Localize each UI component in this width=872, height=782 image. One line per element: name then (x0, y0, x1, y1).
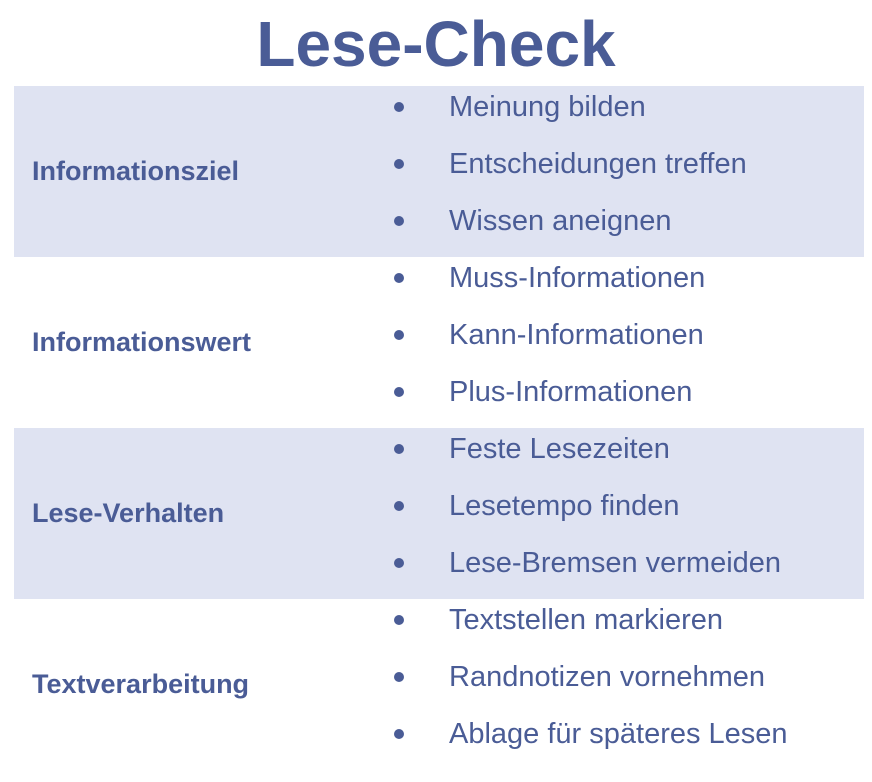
row-informationsziel (14, 86, 864, 257)
bullet-list (14, 428, 864, 599)
list-item (14, 713, 864, 770)
list-item-text: Wissen aneignen (449, 205, 672, 237)
bullet-list (14, 599, 864, 770)
bullet-list (14, 86, 864, 257)
list-item-text: Kann-Informationen (449, 319, 704, 351)
list-item (14, 371, 864, 428)
list-item-text: Feste Lesezeiten (449, 433, 670, 465)
page-title: Lese-Check (256, 8, 616, 80)
list-item-text: Plus-Informationen (449, 376, 693, 408)
bullet-icon (394, 159, 404, 169)
bullet-icon (394, 387, 404, 397)
row-textverarbeitung (14, 599, 864, 770)
row-lese-verhalten (14, 428, 864, 599)
bullet-icon (394, 330, 404, 340)
row-informationswert (14, 257, 864, 428)
list-item-text: Entscheidungen treffen (449, 148, 747, 180)
list-item (14, 656, 864, 713)
list-item-text: Lesetempo finden (449, 490, 680, 522)
bullet-icon (394, 102, 404, 112)
list-item (14, 485, 864, 542)
bullet-icon (394, 444, 404, 454)
bullet-icon (394, 729, 404, 739)
list-item (14, 257, 864, 314)
list-item-text: Randnotizen vornehmen (449, 661, 765, 693)
bullet-icon (394, 501, 404, 511)
bullet-list (14, 257, 864, 428)
list-item (14, 542, 864, 599)
row-label: Textverarbeitung (32, 669, 250, 699)
list-item-text: Ablage für späteres Lesen (449, 718, 788, 750)
list-item-text: Meinung bilden (449, 91, 646, 123)
list-item-text: Lese-Bremsen vermeiden (449, 547, 782, 579)
bullet-icon (394, 216, 404, 226)
list-item-text: Muss-Informationen (449, 262, 706, 294)
bullet-icon (394, 615, 404, 625)
list-item (14, 200, 864, 257)
list-item-text: Textstellen markieren (449, 604, 723, 636)
list-item (14, 599, 864, 656)
list-item (14, 314, 864, 371)
row-label: Informationswert (32, 327, 252, 357)
bullet-icon (394, 273, 404, 283)
list-item (14, 428, 864, 485)
row-label: Lese-Verhalten (32, 498, 225, 528)
lese-check-table (14, 86, 864, 770)
row-label: Informationsziel (32, 156, 240, 186)
list-item (14, 143, 864, 200)
bullet-icon (394, 672, 404, 682)
bullet-icon (394, 558, 404, 568)
list-item (14, 86, 864, 143)
